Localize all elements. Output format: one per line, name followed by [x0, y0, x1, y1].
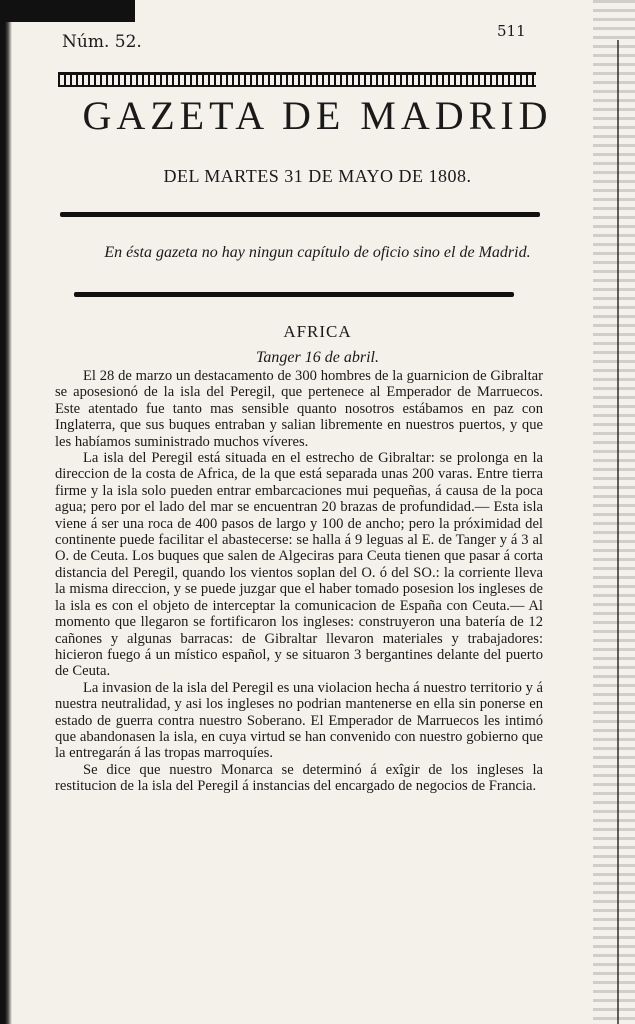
page-fold-line [617, 40, 619, 1024]
masthead-title: GAZETA DE MADRID [82, 93, 553, 138]
scan-corner-shadow [0, 0, 135, 22]
article-body [55, 368, 543, 795]
bleed-through-margin [593, 0, 635, 1024]
official-notice: En ésta gazeta no hay ningun capítulo de oficio sino el de Madrid. [104, 244, 531, 261]
page-left-edge [0, 0, 12, 1024]
section-heading: AFRICA [283, 322, 352, 341]
paragraph: El 28 de marzo un destacamento de 300 hombres de la guarnicion de Gibraltar se aposesionó de la isla del Peregil, que pertenece al Emperador de Marruecos. Este atentado fue tanto mas sensible quanto nosotros estábamos en paz con Inglaterra, que sus buques entraban y salian libremente en nuestros puertos, y que les habíamos suministrado muchos víveres. [55, 368, 543, 450]
divider-top [60, 212, 540, 217]
masthead-rule [58, 72, 536, 87]
divider-bottom [74, 292, 514, 297]
paragraph: Se dice que nuestro Monarca se determinó á exîgir de los ingleses la restitucion de la isla del Peregil á instancias del encargado de negocios de Francia. [55, 761, 543, 795]
dateline: Tanger 16 de abril. [256, 349, 379, 366]
page-number: 511 [497, 22, 526, 40]
paragraph: La invasion de la isla del Peregil es una violacion hecha á nuestro territorio y á nuestra neutralidad, y asi los ingleses no podrian mantenerse en ella sin ponerse en estado de guerra contra nuestro Soberano. El Emperador de Marruecos les intimó que abandonasen la isla, en cuya virtud se han convenido con nuestro gobierno que la entregarán á las tropas marroquíes. [55, 679, 543, 762]
issue-number: Núm. 52. [62, 32, 142, 52]
issue-date: DEL MARTES 31 DE MAYO DE 1808. [163, 166, 472, 186]
paragraph: La isla del Peregil está situada en el estrecho de Gibraltar: se prolonga en la direccion de la costa de Africa, de la que está separada unas 200 varas. Entre tierra firme y la isla solo pueden entrar embarcaciones mui pequeñas, á causa de la poca agua; pero por el lado del mar se encuentran 20 brazas de profundidad.— Esta isla viene á ser una roca de 400 pasos de largo y 100 de ancho; pero la próximidad del continente puede facilitar el abastecerse: se halla á 9 leguas al E. de Tanger y á 3 al O. de Ceuta. Los buques que salen de Algeciras para Ceuta tienen que pasar á corta distancia del Peregil, quando los vientos soplan del O. ó del SO.: la corriente lleva la misma direccion, y se puede juzgar que el haber tomado posesion los ingleses de la isla es con el objeto de interceptar la comunicacion de España con Ceuta.— Al momento que llegaron se fortificaron los ingleses: construyeron una batería de 12 cañones y algunas barracas: de Gibraltar llevaron materiales y trabajadores: hicieron fuego á un místico español, y se situaron 3 bergantines delante del puerto de Ceuta. [55, 450, 543, 680]
